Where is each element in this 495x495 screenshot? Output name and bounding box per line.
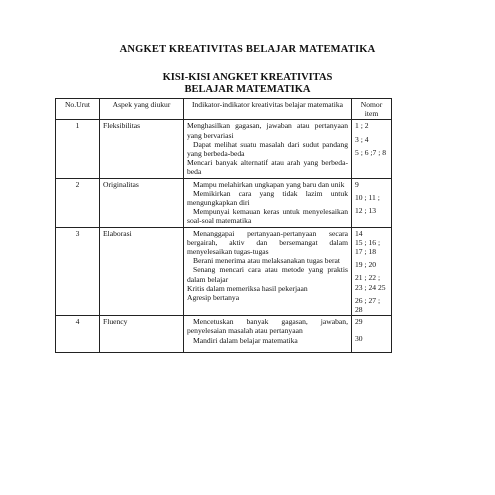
indicator-text: Mempunyai kemauan keras untuk menyelesaikan soal-soal matematika <box>187 207 348 226</box>
row-nomor <box>352 120 392 178</box>
indicator-text: Menanggapai pertanyaan-pertanyaan secara bergairah, aktiv dan bersemangat dalam menyelesaikan tugas-tugas <box>187 228 348 257</box>
row-indikator <box>184 178 352 227</box>
row-number: 4 <box>56 316 100 353</box>
item-numbers: 15 ; 16 ; 17 ; 18 <box>355 237 381 257</box>
section-title-line-2: BELAJAR MATEMATIKA <box>184 84 311 95</box>
row-nomor <box>352 316 392 353</box>
indicator-text: Kritis dalam memeriksa hasil pekerjaan <box>187 283 308 293</box>
indicator-text: Agresip bertanya <box>187 293 240 303</box>
item-numbers: 29 <box>355 317 363 327</box>
row-aspek: Fluency <box>100 316 184 353</box>
table-header-row <box>56 99 392 120</box>
item-numbers: 30 <box>355 334 363 344</box>
item-numbers: 12 ; 13 <box>355 206 377 216</box>
table-row <box>56 120 392 178</box>
header-nomor-item: Nomor item <box>352 99 392 120</box>
header-indikator: Indikator-indikator kreativitas belajar matematika <box>184 99 352 120</box>
indicator-text: Mampu melahirkan ungkapan yang baru dan unik <box>193 179 345 189</box>
item-numbers: 1 ; 2 <box>355 121 369 131</box>
indicator-text: Mandiri dalam belajar matematika <box>193 335 298 345</box>
indicator-text: Berani menerima atau melaksanakan tugas berat <box>193 256 340 266</box>
row-aspek: Fleksibilitas <box>100 120 184 178</box>
item-numbers: 5 ; 6 ;7 ; 8 <box>355 147 387 157</box>
row-indikator <box>184 316 352 353</box>
table-row <box>56 227 392 316</box>
row-number: 3 <box>56 227 100 316</box>
row-number: 2 <box>56 178 100 227</box>
indicator-text: Mencetuskan banyak gagasan, jawaban, penyelesaian masalah atau pertanyaan <box>187 317 348 336</box>
item-numbers: 21 ; 22 ; 23 ; 24 25 <box>355 273 386 292</box>
indicator-text: Menghasilkan gagasan, jawaban atau pertanyaan yang bervariasi <box>187 121 348 140</box>
row-number: 1 <box>56 120 100 178</box>
indicator-text: Dapat melihat suatu masalah dari sudut pandang yang berbeda-beda <box>187 139 348 159</box>
indicator-text: Memikirkan cara yang tidak lazim untuk mengungkapkan diri <box>187 188 348 208</box>
row-aspek: Elaborasi <box>100 227 184 316</box>
section-title-line-1: KISI-KISI ANGKET KREATIVITAS <box>162 72 333 83</box>
row-indikator <box>184 227 352 316</box>
indicator-text: Mencari banyak alternatif atau arah yang berbeda-beda <box>187 158 348 177</box>
header-aspek: Aspek yang diukur <box>100 99 184 120</box>
item-numbers: 26 ; 27 ; 28 <box>355 295 381 315</box>
indicator-text: Senang mencari cara atau metode yang praktis dalam belajar <box>187 265 348 284</box>
header-no-urut: No.Urut <box>56 99 100 120</box>
item-numbers: 10 ; 11 ; <box>355 192 380 202</box>
item-numbers: 9 <box>355 179 359 189</box>
item-numbers: 14 <box>355 228 363 238</box>
row-nomor <box>352 178 392 227</box>
row-nomor <box>352 227 392 316</box>
document-title: ANGKET KREATIVITAS BELAJAR MATEMATIKA <box>119 44 376 55</box>
row-aspek: Originalitas <box>100 178 184 227</box>
section-title <box>0 72 495 96</box>
table-row <box>56 316 392 353</box>
row-indikator <box>184 120 352 178</box>
table-row <box>56 178 392 227</box>
kisi-kisi-table <box>55 98 392 353</box>
item-numbers: 19 ; 20 <box>355 260 377 270</box>
item-numbers: 3 ; 4 <box>355 134 369 144</box>
